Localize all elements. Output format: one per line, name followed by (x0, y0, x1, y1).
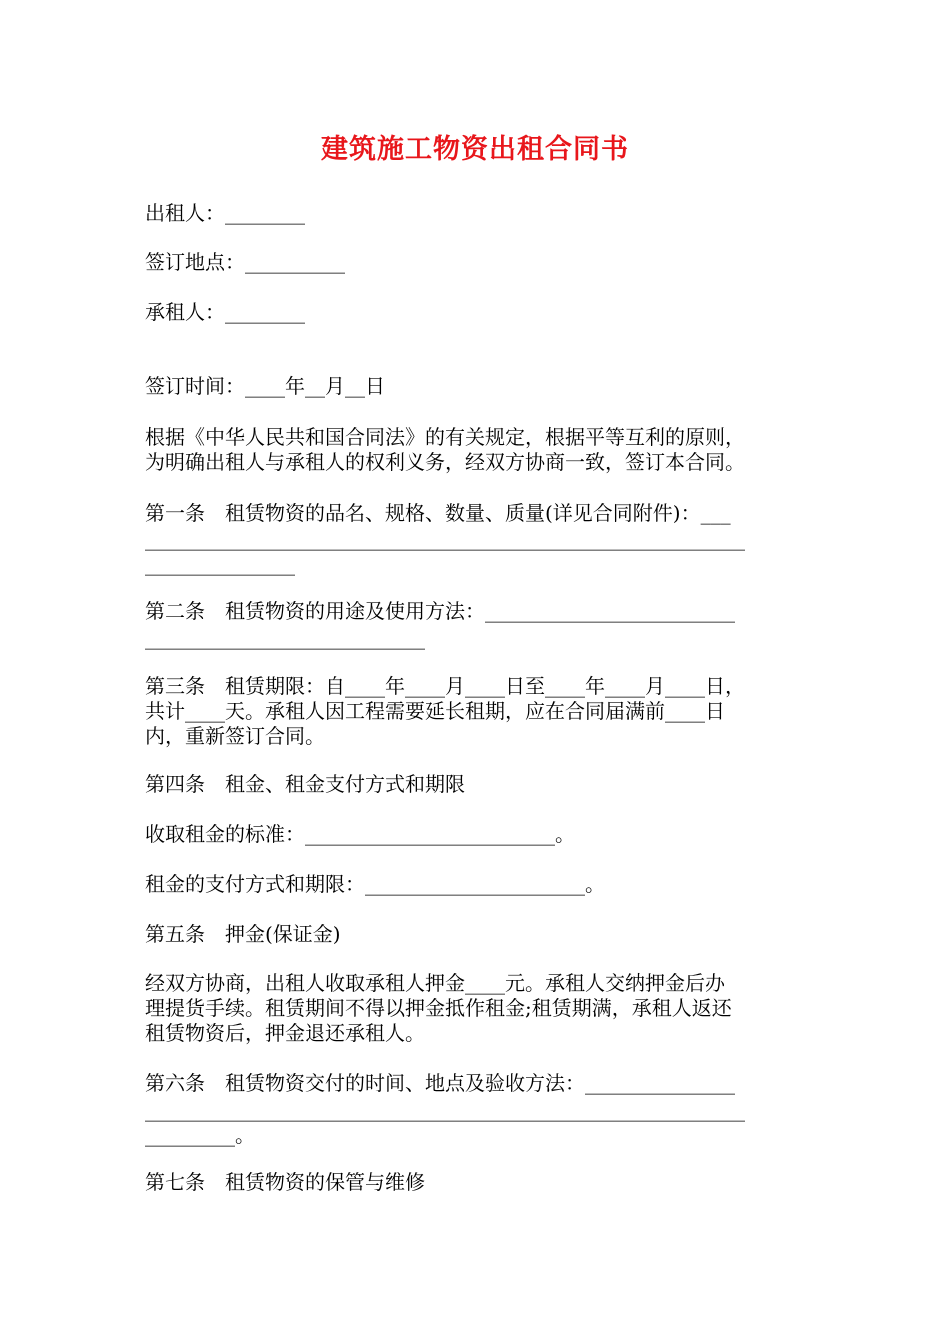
lessee-line: 承租人：________ (145, 300, 305, 324)
article-1-line-2: ____________________________________________________________ (145, 527, 745, 551)
article-1-line-3: _______________ (145, 552, 295, 576)
rent-standard-line: 收取租金的标准：_________________________。 (145, 822, 575, 846)
deposit-line-3: 租赁物资后，押金退还承租人。 (145, 1021, 425, 1045)
deposit-line-1: 经双方协商，出租人收取承租人押金____元。承租人交纳押金后办 (145, 971, 725, 995)
article-1-line-1: 第一条 租赁物资的品名、规格、数量、质量(详见合同附件)：___ (145, 501, 731, 525)
lessor-line: 出租人：________ (145, 201, 305, 225)
article-2-line-2: ____________________________ (145, 626, 425, 650)
rent-payment-line: 租金的支付方式和期限：______________________。 (145, 872, 605, 896)
article-3-line-2: 共计____天。承租人因工程需要延长租期，应在合同届满前____日 (145, 699, 725, 723)
article-5-heading: 第五条 押金(保证金) (145, 922, 341, 946)
document-title: 建筑施工物资出租合同书 (321, 134, 629, 165)
article-6-line-1: 第六条 租赁物资交付的时间、地点及验收方法：_______________ (145, 1071, 735, 1095)
deposit-line-2: 理提货手续。租赁期间不得以押金抵作租金;租赁期满，承租人返还 (145, 996, 732, 1020)
preamble-line-2: 为明确出租人与承租人的权利义务，经双方协商一致，签订本合同。 (145, 450, 745, 474)
article-4-heading: 第四条 租金、租金支付方式和期限 (145, 772, 465, 796)
article-3-line-3: 内，重新签订合同。 (145, 724, 325, 748)
signing-place-line: 签订地点：__________ (145, 250, 345, 274)
signing-date-line: 签订时间：____年__月__日 (145, 374, 385, 398)
preamble-line-1: 根据《中华人民共和国合同法》的有关规定，根据平等互利的原则， (145, 425, 745, 449)
article-2-line-1: 第二条 租赁物资的用途及使用方法：_________________________ (145, 599, 735, 623)
article-7-heading: 第七条 租赁物资的保管与维修 (145, 1170, 425, 1194)
article-3-line-1: 第三条 租赁期限：自____年____月____日至____年____月____日， (145, 674, 745, 698)
article-6-line-2: ____________________________________________________________ (145, 1098, 745, 1122)
article-6-line-3: _________。 (145, 1123, 255, 1147)
